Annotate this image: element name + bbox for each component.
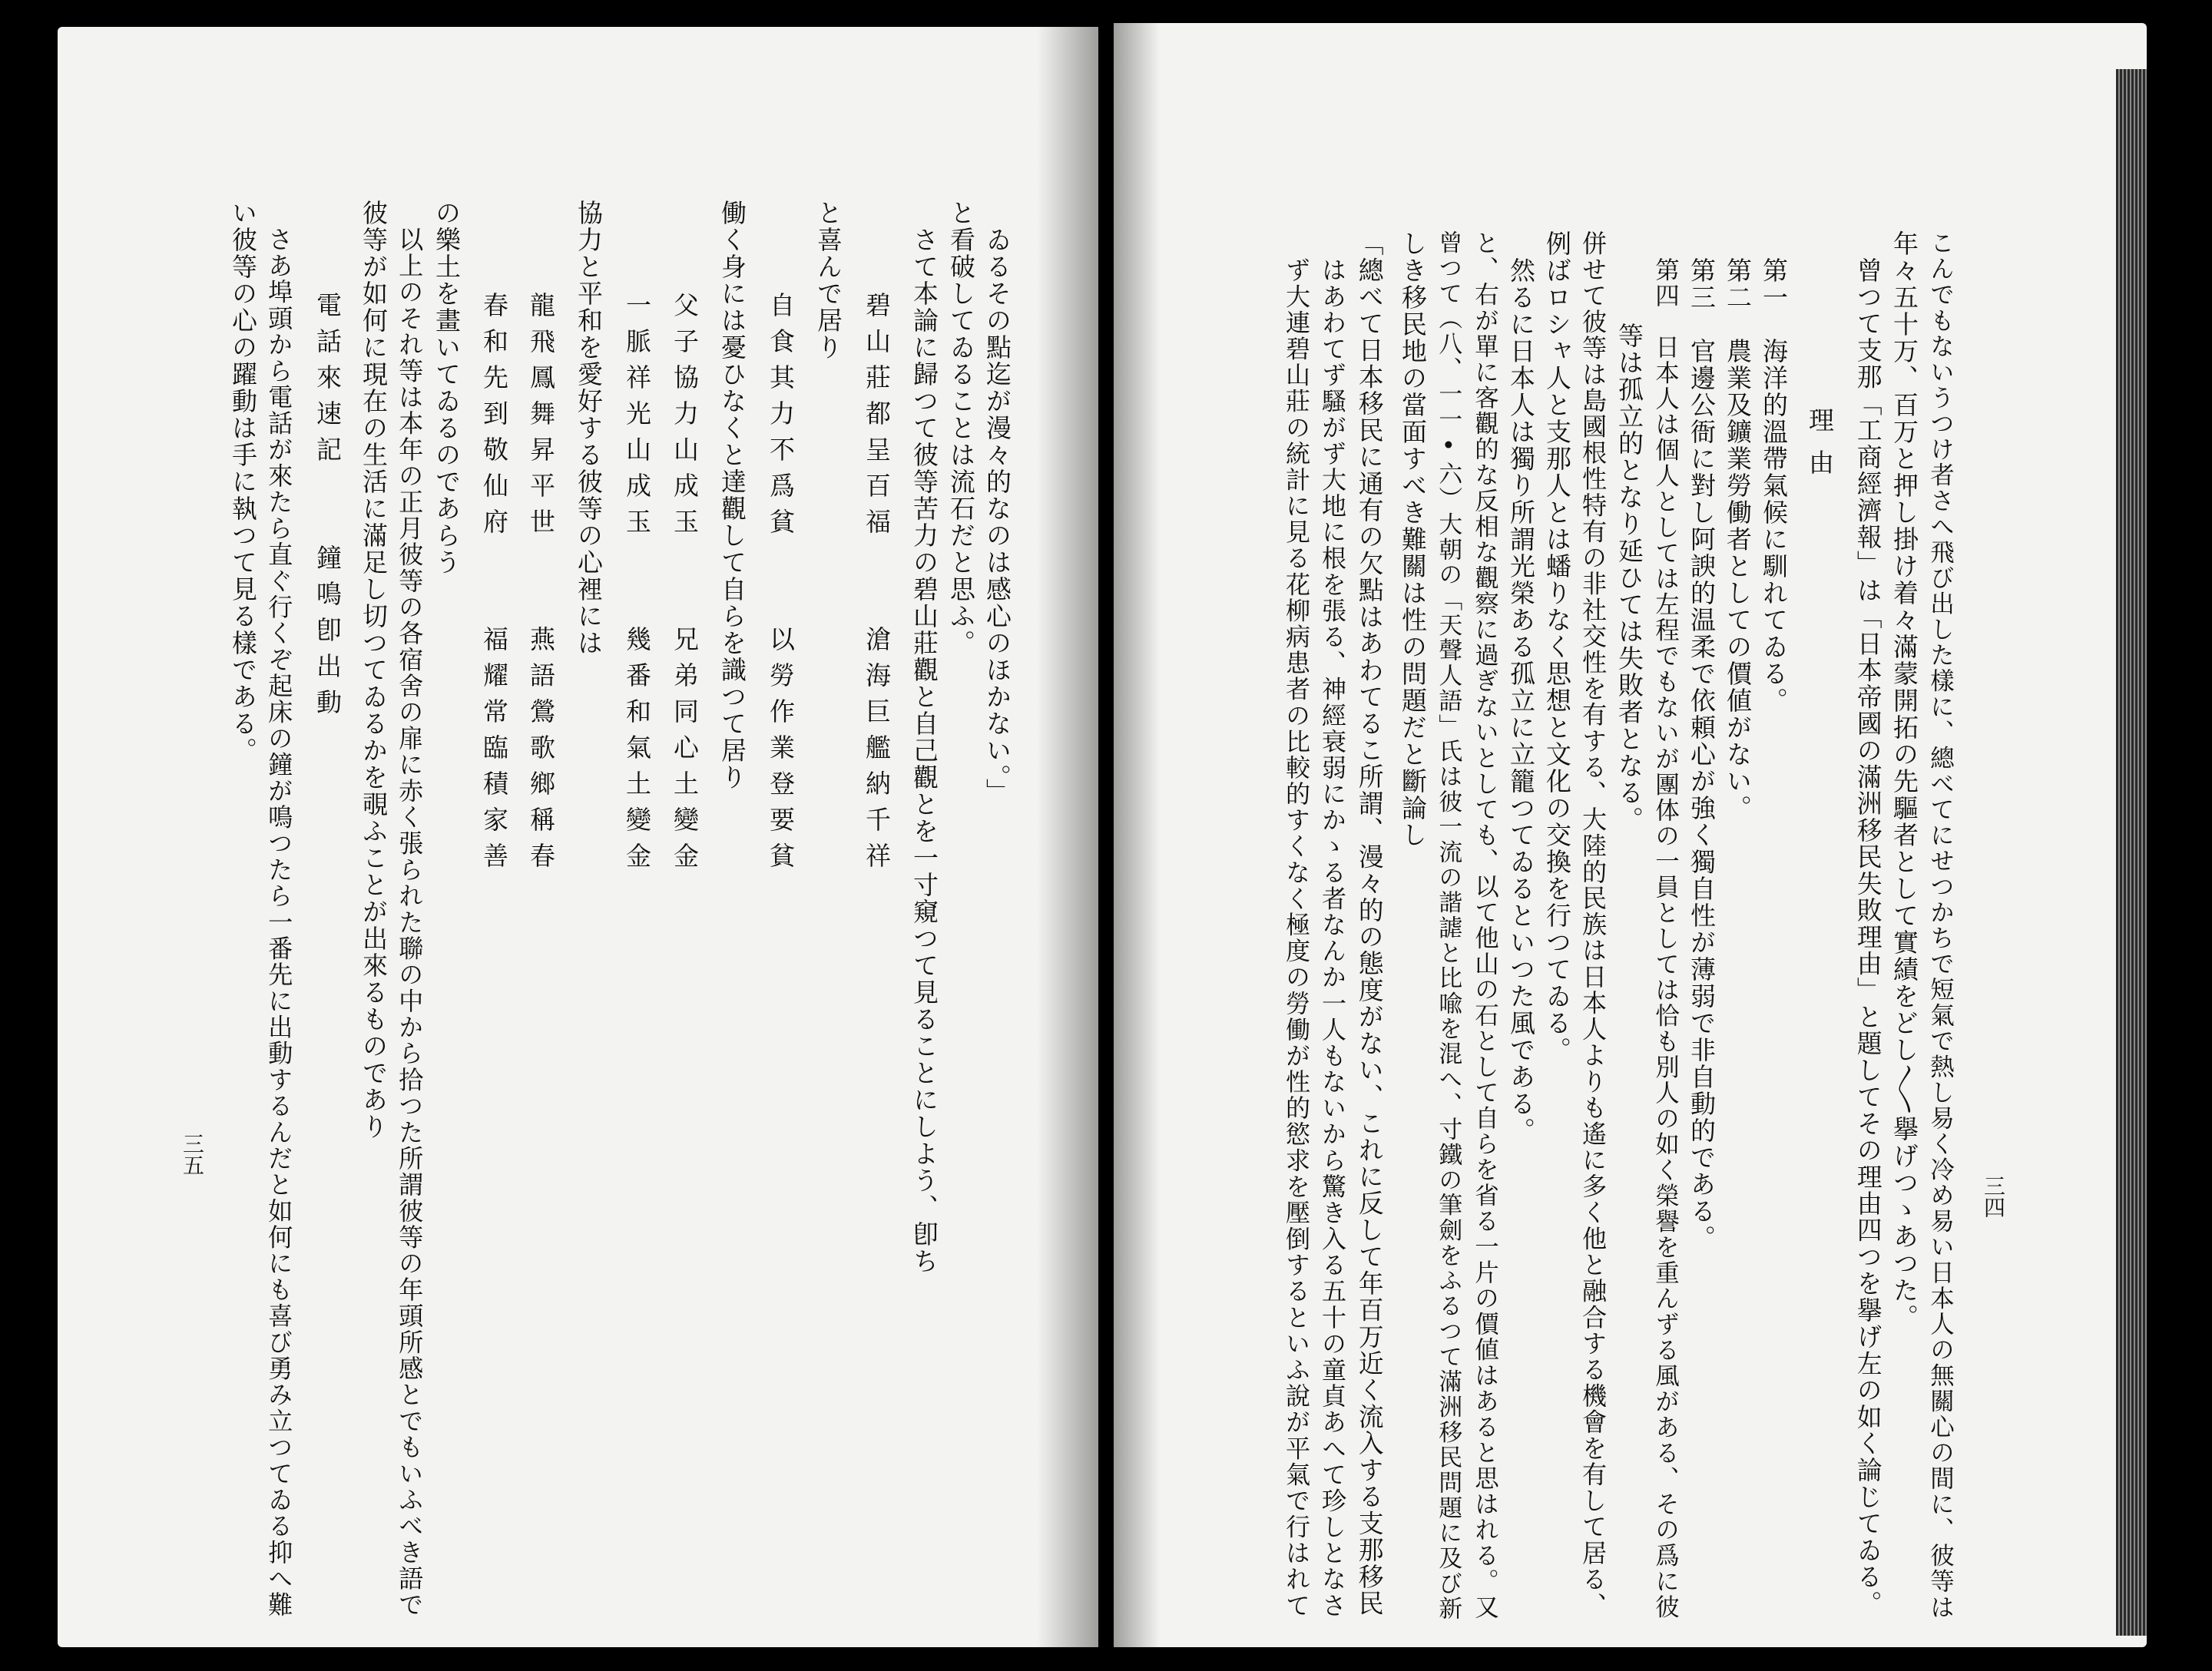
text-line: 曾つて（八、一一•六）大朝の「天聲人語」氏は彼一流の諧謔と比喩を混へ、寸鐵の筆劍をふるつて滿洲移民問題に及び新 xyxy=(1434,230,1462,1622)
text-line: と、右が單に客觀的な反相な觀察に過ぎないとしても、以て他山の石として自らを省る一片の價値はあると思はれる。又 xyxy=(1471,230,1499,1620)
text-line: 第四 日本人は個人としては左程でもないが團体の一員としては恰も別人の如く榮譽を重んずる風がある、その爲に彼 xyxy=(1651,257,1680,1620)
verse-lower: 以勞作業登要貧 xyxy=(766,626,796,879)
verse-lower: 福耀常臨積家善 xyxy=(479,626,509,879)
text-line: 例ばロシャ人と支那人とは蟠りなく思想と文化の交換を行つてゐる。 xyxy=(1542,230,1572,1064)
text-line: 第二 農業及鑛業勞働者としての價値がない。 xyxy=(1723,257,1753,822)
text-line: しき移民地の當面すべき難關は性の問題だと斷論し xyxy=(1398,230,1428,849)
text-line: と看破してゐることは流石だと思ふ。 xyxy=(946,200,976,657)
verse-upper: 一脈祥光山成玉 xyxy=(622,292,652,544)
text-line: 曾つて支那「工商經濟報」は「日本帝國の滿洲移民失敗理由」と題してその理由四つを擧げ左の如く論じてゐる。 xyxy=(1853,257,1883,1617)
text-line: 働く身には憂ひなくと達觀して自らを識つて居り xyxy=(717,200,747,791)
page-number: 三五 xyxy=(180,1133,205,1176)
left-page xyxy=(58,27,1098,1647)
text-line: 電話來速記 鐘鳴卽出動 xyxy=(313,292,343,725)
verse-upper: 自食其力不爲貧 xyxy=(766,292,796,544)
text-line: さて本論に歸つて彼等苦力の碧山莊觀と自己觀とを一寸窺つて見ることにしよう、卽ち xyxy=(909,227,939,1275)
verse-lower: 滄海巨艦納千祥 xyxy=(862,626,892,879)
gutter-shadow xyxy=(1114,23,1160,1647)
text-line: はあわてず騷がず大地に根を張る、神經衰弱にかゝる者なんか一人もないから驚き入る五十の童貞あへて珍しとなさ xyxy=(1318,257,1348,1619)
gutter-shadow xyxy=(1037,27,1098,1647)
section-heading: 理由 xyxy=(1805,407,1835,491)
verse-upper: 碧山莊都呈百福 xyxy=(862,292,892,544)
verse-upper: 父子協力山成玉 xyxy=(670,292,700,544)
text-line: 第三 官邊公衙に對し阿諛的温柔で依頼心が強く獨自性が薄弱で非自動的である。 xyxy=(1687,257,1717,1252)
right-page xyxy=(1114,23,2147,1647)
text-line: 等は孤立的となり延ひては失敗者となる。 xyxy=(1614,323,1644,833)
text-line: 併せて彼等は島國根性特有の非社交性を有する、大陸的民族は日本人よりも遙に多く他と融合する機會を有して居る、 xyxy=(1578,230,1608,1619)
text-line: こんでもないうつけ者さへ飛び出した樣に、總べてにせつかちで短氣で熱し易く冷め易い日本人の無關心の間に、彼等は xyxy=(1926,230,1955,1620)
verse-lower: 燕語鶯歌鄉稱春 xyxy=(526,626,556,879)
text-line: い彼等の心の躍動は手に執つて見る樣である。 xyxy=(228,200,258,764)
text-line: ゐるその點迄が漫々的なのは感心のほかない。」 xyxy=(982,227,1012,806)
text-line: の樂土を畫いてゐるのであらう xyxy=(432,200,462,576)
verse-lower: 兄弟同心土變金 xyxy=(670,626,700,879)
text-line: と喜んで居り xyxy=(813,200,843,361)
text-line: 年々五十万、百万と押し掛け着々滿蒙開拓の先驅者として實績をどし〳〵擧げつゝあつた。 xyxy=(1889,230,1919,1331)
text-line: 「總べて日本移民に通有の欠點はあわてるこ所謂、漫々的の態度がない、これに反して年百万近く流入する支那移民 xyxy=(1354,230,1384,1617)
verse-upper: 龍飛鳳舞昇平世 xyxy=(526,292,556,544)
text-line: 協力と平和を愛好する彼等の心裡には xyxy=(574,200,604,657)
page-number: 三四 xyxy=(1981,1175,2006,1218)
page-edges xyxy=(2116,69,2147,1636)
text-line: 第一 海洋的溫帶氣候に馴れてゐる。 xyxy=(1759,257,1789,714)
text-line: 彼等が如何に現在の生活に滿足し切つてゐるかを覗ふことが出來るものであり xyxy=(359,200,389,1140)
verse-lower: 幾番和氣土變金 xyxy=(622,626,652,879)
text-line: 以上のそれ等は本年の正月彼等の各宿舍の扉に赤く張られた聯の中から拾つた所謂彼等の年頭所感とでもいふべき語で xyxy=(395,227,425,1619)
text-line: ず大連碧山莊の統計に見る花柳病患者の比較的すくなく極度の勞働が性的慾求を壓倒するといふ說が平氣で行はれて xyxy=(1282,257,1312,1619)
text-line: さあ埠頭から電話が來たら直ぐ行くぞ起床の鐘が鳴つたら一番先に出動するんだと如何にも喜び勇み立つてゐる抑へ難 xyxy=(264,227,294,1619)
verse-upper: 春和先到敬仙府 xyxy=(479,292,509,544)
text-line: 然るに日本人は獨り所謂光榮ある孤立に立籠つてゐるといつた風である。 xyxy=(1506,257,1536,1144)
